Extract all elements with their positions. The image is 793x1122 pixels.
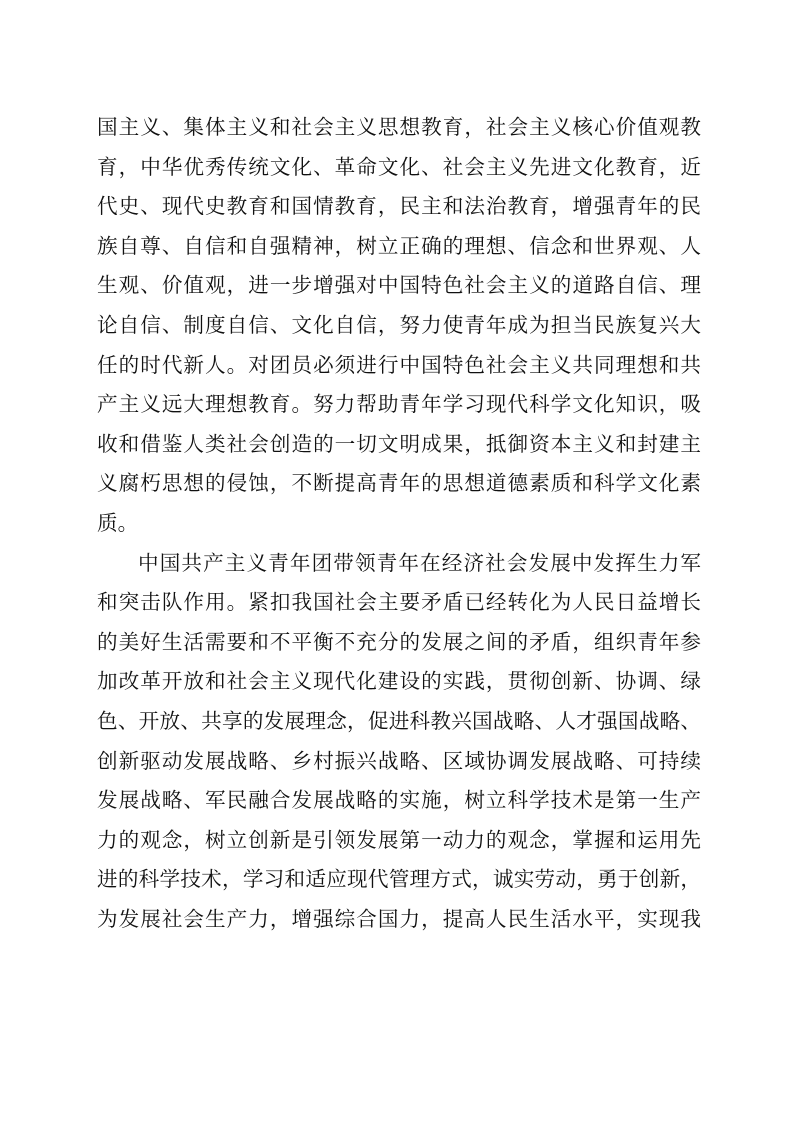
text-line: 创新驱动发展战略、乡村振兴战略、区域协调发展战略、可持续	[97, 748, 701, 773]
text-line: 中国共产主义青年团带领青年在经济社会发展中发挥生力军	[138, 550, 701, 575]
text-line: 色、开放、共享的发展理念，促进科教兴国战略、人才强国战略、	[97, 708, 701, 733]
paragraph-1	[97, 108, 701, 544]
text-line: 和突击队作用。紧扣我国社会主要矛盾已经转化为人民日益增长	[97, 590, 701, 615]
text-line: 质。	[97, 510, 139, 535]
text-line: 产主义远大理想教育。努力帮助青年学习现代科学文化知识，吸	[97, 392, 701, 417]
text-line: 力的观念，树立创新是引领发展第一动力的观念，掌握和运用先	[97, 827, 701, 852]
text-line: 育，中华优秀传统文化、革命文化、社会主义先进文化教育，近	[97, 154, 701, 179]
text-line: 进的科学技术，学习和适应现代管理方式，诚实劳动，勇于创新，	[97, 867, 701, 892]
text-line: 论自信、制度自信、文化自信，努力使青年成为担当民族复兴大	[97, 312, 701, 337]
text-line: 国主义、集体主义和社会主义思想教育，社会主义核心价值观教	[97, 115, 701, 139]
body-text	[97, 108, 701, 939]
text-line: 族自尊、自信和自强精神，树立正确的理想、信念和世界观、人	[97, 233, 701, 258]
text-line: 为发展社会生产力，增强综合国力，提高人民生活水平，实现我	[97, 906, 701, 931]
text-line: 发展战略、军民融合发展战略的实施，树立科学技术是第一生产	[97, 788, 701, 813]
text-line: 的美好生活需要和不平衡不充分的发展之间的矛盾，组织青年参	[97, 629, 701, 654]
text-line: 义腐朽思想的侵蚀，不断提高青年的思想道德素质和科学文化素	[97, 471, 701, 496]
text-line: 任的时代新人。对团员必须进行中国特色社会主义共同理想和共	[97, 352, 701, 377]
text-line: 收和借鉴人类社会创造的一切文明成果，抵御资本主义和封建主	[97, 431, 701, 456]
text-line: 生观、价值观，进一步增强对中国特色社会主义的道路自信、理	[97, 273, 701, 298]
paragraph-2	[97, 544, 701, 940]
text-line: 加改革开放和社会主义现代化建设的实践，贯彻创新、协调、绿	[97, 669, 701, 694]
text-line: 代史、现代史教育和国情教育，民主和法治教育，增强青年的民	[97, 194, 701, 219]
